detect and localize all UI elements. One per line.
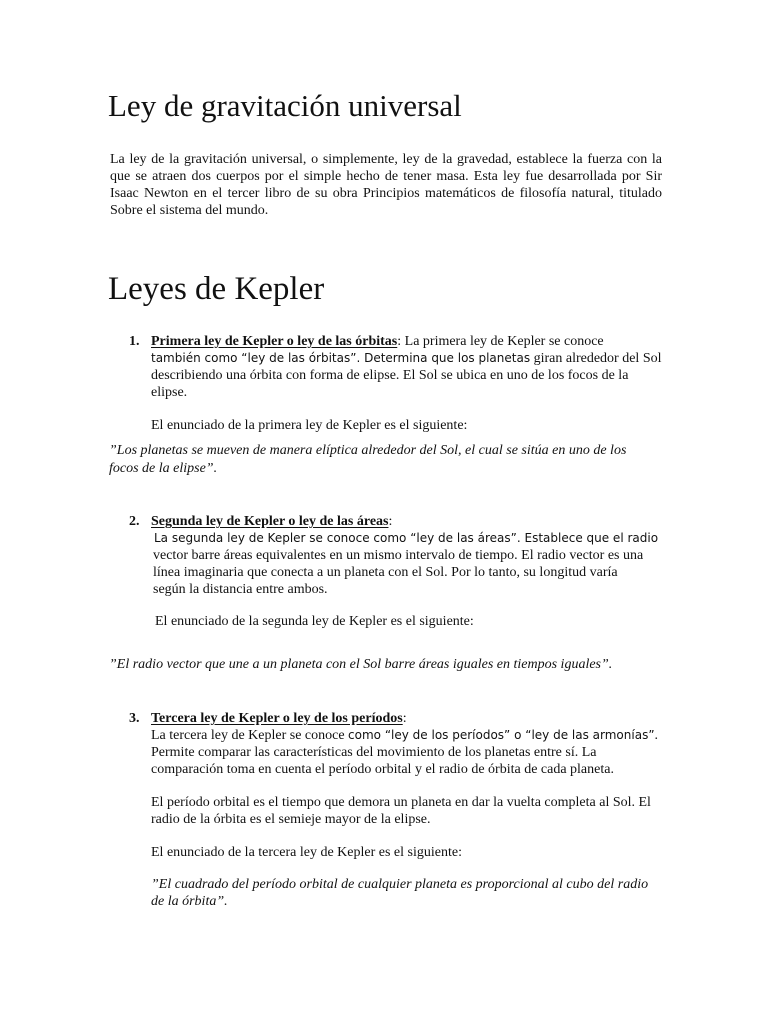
law1-line1 xyxy=(151,333,604,350)
law1-colon: : xyxy=(397,334,402,349)
law3-quote-line1: ”El cuadrado del período orbital de cualquier planeta es proporcional al cubo del radio xyxy=(151,877,649,892)
law1-number: 1. xyxy=(129,334,140,349)
law3-line2: Permite comparar las características del movimiento de los planetas entre sí. La xyxy=(151,745,597,760)
law2-line1-quote: “ley de las áreas” xyxy=(406,531,517,545)
law2-line1 xyxy=(154,530,658,547)
law3-colon: : xyxy=(402,711,407,726)
law2-colon: : xyxy=(388,514,393,529)
law3-quote-line2: de la órbita”. xyxy=(151,894,228,909)
law3-line0 xyxy=(151,710,407,727)
law1-line4: elipse. xyxy=(151,385,188,400)
law1-quote-line2: focos de la elipse”. xyxy=(109,461,218,476)
law1-quote-line1: ”Los planetas se mueven de manera elíptica alrededor del Sol, el cual se sitúa en uno de los xyxy=(109,443,627,458)
law1-line1-text: La primera ley de Kepler se conoce xyxy=(401,334,604,349)
law3-line1 xyxy=(151,727,658,744)
law1-line2 xyxy=(151,350,662,367)
law3-para2-line1: El período orbital es el tiempo que demora un planeta en dar la vuelta completa al Sol. El xyxy=(151,795,651,810)
law2-number: 2. xyxy=(129,514,140,529)
law3-line1-text-a: La tercera ley de Kepler se conoce xyxy=(151,728,349,743)
law3-para2-line2: radio de la órbita es el semieje mayor de la elipse. xyxy=(151,812,431,827)
law2-line2: vector barre áreas equivalentes en un mismo intervalo de tiempo. El radio vector es una xyxy=(153,548,644,563)
law3-number: 3. xyxy=(129,711,140,726)
law1-enunciado: El enunciado de la primera ley de Kepler es el siguiente: xyxy=(151,418,468,433)
law2-line1-sans-a: La segunda ley de Kepler se conoce como xyxy=(154,531,407,545)
law2-title: Segunda ley de Kepler o ley de las áreas xyxy=(151,514,389,529)
law1-line2-text: giran alrededor del Sol xyxy=(530,351,662,366)
law2-enunciado: El enunciado de la segunda ley de Kepler es el siguiente: xyxy=(155,614,474,629)
kepler-heading: Leyes de Kepler xyxy=(108,271,325,307)
law3-line1-text-b: . xyxy=(654,728,659,743)
law3-line3: comparación toma en cuenta el período orbital y el radio de órbita de cada planeta. xyxy=(151,762,614,777)
law1-title: Primera ley de Kepler o ley de las órbitas xyxy=(151,334,398,349)
law3-title: Tercera ley de Kepler o ley de los períodos xyxy=(151,711,403,726)
intro-paragraph: La ley de la gravitación universal, o simplemente, ley de la gravedad, establece la fuerza con la que se atraen dos cuerpos por el simple hecho de tener masa. Esta ley fue desarrollada por Sir Isaac Newton en el tercer libro de su obra Principios matemáticos de filosofía natural, titulado Sobre el sistema del mundo. xyxy=(110,152,662,218)
law2-line1-sans-b: . Establece que el radio xyxy=(516,531,659,545)
law1-line3: describiendo una órbita con forma de elipse. El Sol se ubica en uno de los focos de la xyxy=(151,368,629,383)
law2-line0 xyxy=(151,513,392,530)
page-title: Ley de gravitación universal xyxy=(108,88,462,123)
law2-line3: línea imaginaria que conecta a un planeta con el Sol. Por lo tanto, su longitud varía xyxy=(153,565,618,580)
law2-line4: según la distancia entre ambos. xyxy=(153,582,328,597)
law3-line1-sans: como “ley de los períodos” o “ley de las armonías” xyxy=(348,728,655,742)
law2-quote: ”El radio vector que une a un planeta con el Sol barre áreas iguales en tiempos iguales”. xyxy=(109,657,613,672)
law1-line2-sans: también como “ley de las órbitas”. Determina que los planetas xyxy=(151,351,531,365)
law3-enunciado: El enunciado de la tercera ley de Kepler es el siguiente: xyxy=(151,845,462,860)
